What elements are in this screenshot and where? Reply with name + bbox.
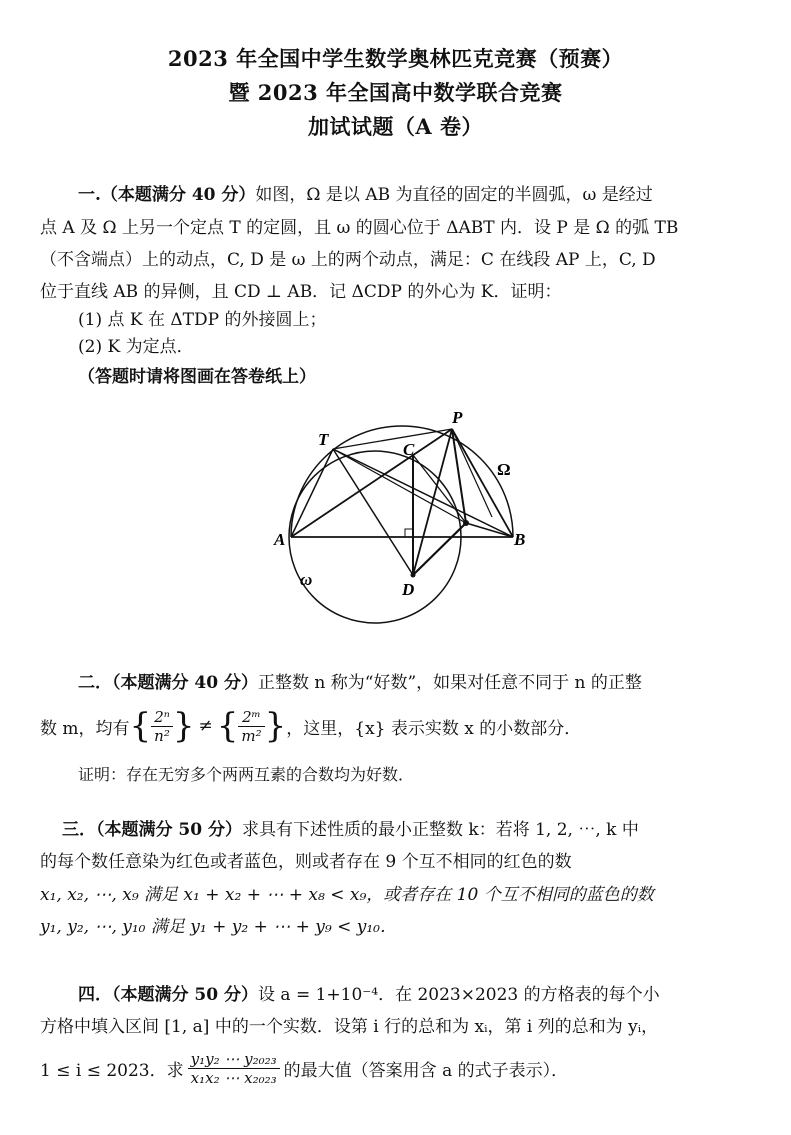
q4-lead: 四．（本题满分 50 分） — [78, 985, 258, 1005]
fraction-product-numerator: y₁y₂ ⋯ y₂₀₂₃ — [188, 1050, 280, 1069]
fraction-2-denominator: m² — [241, 726, 262, 745]
q1-line-3: （不含端点）上的动点，C, D 是 ω 上的两个动点，满足：C 在线段 AP 上，C, D — [40, 250, 656, 270]
fraction-2n-over-n2 — [151, 708, 173, 745]
label-p: P — [452, 408, 463, 427]
q2-line-2 — [40, 702, 581, 750]
q1-line-2: 点 A 及 Ω 上另一个定点 T 的定圆，且 ω 的圆心位于 ΔABT 内．设 P 是 Ω 的弧 TB — [40, 218, 679, 238]
exam-title-line-3: 加试试题（A 卷） — [307, 114, 484, 139]
q2-line-1 — [78, 668, 642, 693]
brace-close-1: } — [172, 706, 195, 746]
right-angle-mark — [405, 529, 413, 537]
q3-line-3: x₁, x₂, ⋯, x₉ 满足 x₁ + x₂ + ⋯ + x₈ < x₉，或者存在 10 个互不相同的蓝色的数 — [40, 885, 654, 905]
segment-tk — [333, 449, 466, 523]
q4-line-3-post: 的最大值（答案用含 a 的式子表示）． — [283, 1060, 569, 1081]
label-omega-upper: Ω — [497, 460, 511, 479]
label-d: D — [402, 580, 415, 599]
q3-line-1-text: 求具有下述性质的最小正整数 k：若将 1, 2, ⋯, k 中 — [242, 820, 639, 840]
segment-dk — [413, 523, 466, 575]
q4-line-3-pre: 1 ≤ i ≤ 2023．求 — [40, 1060, 184, 1081]
segment-tb — [333, 449, 513, 537]
label-c: C — [403, 440, 415, 459]
label-b: B — [514, 530, 526, 549]
label-t: T — [318, 430, 329, 449]
geometry-figure — [0, 405, 791, 635]
q3-lead: 三．（本题满分 50 分） — [62, 820, 242, 840]
q4-line-1 — [78, 980, 660, 1005]
q1-line-1 — [78, 180, 653, 205]
q1-lead: 一.（本题满分 40 分） — [78, 185, 256, 205]
q1-line-1-text: 如图，Ω 是以 AB 为直径的固定的半圆弧，ω 是经过 — [255, 185, 653, 205]
q3-line-1 — [62, 815, 639, 840]
q3-line-4: y₁, y₂, ⋯, y₁₀ 满足 y₁ + y₂ + ⋯ + y₉ < y₁₀． — [40, 917, 397, 937]
q2-line-2-pre: 数 m，均有 — [40, 718, 130, 739]
q1-item-2: (2) K 为定点． — [78, 337, 194, 357]
point-d — [411, 573, 416, 578]
q2-line-2-post: ，这里，{x} 表示实数 x 的小数部分． — [286, 718, 582, 739]
q4-line-1-text: 设 a = 1+10⁻⁴．在 2023×2023 的方格表的每个小 — [258, 985, 660, 1005]
q1-item-1: (1) 点 K 在 ΔTDP 的外接圆上； — [78, 310, 327, 330]
q3-line-2: 的每个数任意染为红色或者蓝色，则或者存在 9 个互不相同的红色的数 — [40, 852, 572, 872]
brace-open-2: { — [216, 706, 239, 746]
fraction-1-numerator: 2ⁿ — [151, 708, 173, 727]
fraction-product-denominator: x₁x₂ ⋯ x₂₀₂₃ — [190, 1068, 277, 1087]
q2-lead: 二．（本题满分 40 分） — [78, 673, 258, 693]
q4-line-3 — [40, 1044, 568, 1092]
brace-open-1: { — [129, 706, 152, 746]
exam-title-line-2: 暨 2023 年全国高中数学联合竞赛 — [228, 80, 563, 105]
label-a: A — [274, 530, 286, 549]
q2-line-1-text: 正整数 n 称为“好数”，如果对任意不同于 n 的正整 — [258, 673, 642, 693]
q1-note: （答题时请将图画在答卷纸上） — [78, 367, 316, 387]
point-k — [463, 520, 469, 526]
q4-line-2: 方格中填入区间 [1, a] 中的一个实数．设第 i 行的总和为 xᵢ，第 i 列的总和为 yᵢ， — [40, 1017, 659, 1037]
label-omega-lower: ω — [300, 570, 313, 589]
fraction-product-y-over-x — [188, 1050, 280, 1087]
fraction-2m-over-m2 — [238, 708, 264, 745]
fraction-1-denominator: n² — [154, 726, 170, 745]
not-equal-sign: ≠ — [198, 716, 213, 736]
brace-close-2: } — [264, 706, 287, 746]
exam-title-line-1: 2023 年全国中学生数学奥林匹克竞赛（预赛） — [167, 46, 624, 71]
q1-line-4: 位于直线 AB 的异侧，且 CD ⊥ AB．记 ΔCDP 的外心为 K．证明： — [40, 282, 562, 302]
fraction-2-numerator: 2ᵐ — [238, 708, 264, 727]
q2-line-3: 证明：存在无穷多个两两互素的合数均为好数． — [78, 765, 415, 784]
